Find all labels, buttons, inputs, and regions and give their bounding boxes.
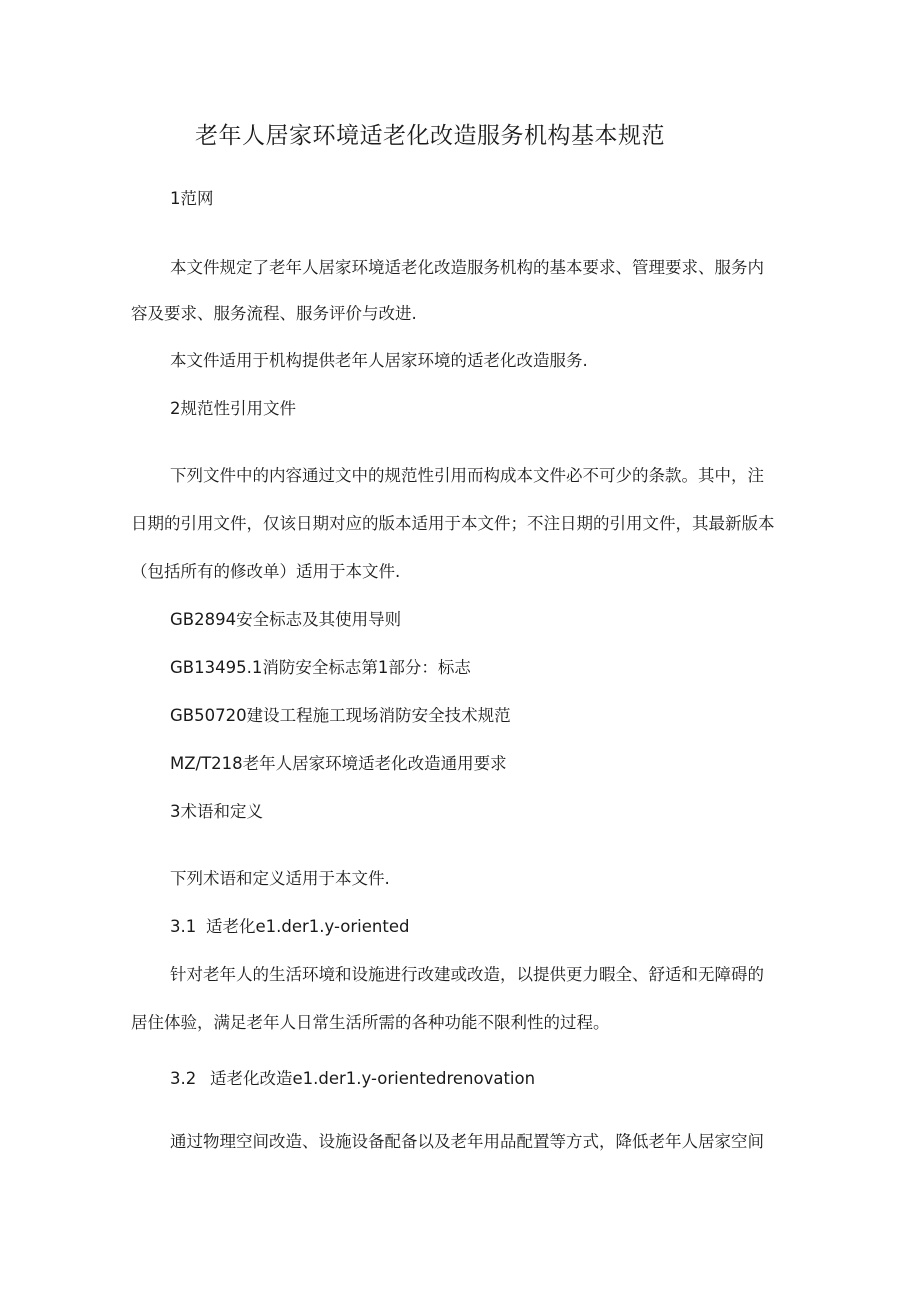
section-3-heading: 3术语和定义 [170, 802, 263, 821]
term-3-2-definition-line-1: 通过物理空间改造、设施设备配备以及老年用品配置等方式，降低老年人居家空间 [170, 1132, 764, 1151]
reference-item: MZ/T218老年人居家环境适老化改造通用要求 [170, 754, 507, 773]
section-1-heading: 1范网 [170, 189, 214, 208]
term-name: 适老化e1.der1.y-oriented [206, 917, 410, 936]
terms-intro-paragraph: 下列术语和定义适用于本文件. [170, 869, 390, 888]
reference-item: GB13495.1消防安全标志第1部分：标志 [170, 658, 471, 677]
term-3-1-heading [170, 914, 409, 940]
section-2-heading: 2规范性引用文件 [170, 399, 296, 418]
term-name: 适老化改造e1.der1.y-orientedrenovation [210, 1069, 536, 1088]
document-title: 老年人居家环境适老化改造服务机构基本规范 [195, 123, 665, 149]
term-3-2-heading [170, 1066, 535, 1092]
reference-item: GB50720建设工程施工现场消防安全技术规范 [170, 706, 511, 725]
term-number: 3.1 [170, 917, 197, 936]
term-3-1-definition-line-1: 针对老年人的生活环境和设施进行改建或改造，以提供更力暇全、舒适和无障碍的 [170, 965, 764, 984]
scope-paragraph-line-1: 本文件规定了老年人居家环境适老化改造服务机构的基本要求、管理要求、服务内 [170, 258, 764, 277]
references-paragraph-line-3: （包括所有的修改单）适用于本文件. [131, 562, 401, 581]
applicability-paragraph: 本文件适用于机构提供老年人居家环境的适老化改造服务. [170, 351, 588, 370]
references-paragraph-line-2: 日期的引用文件，仅该日期对应的版本适用于本文件；不注日期的引用文件，其最新版本 [131, 514, 775, 533]
reference-item: GB2894安全标志及其使用导则 [170, 610, 402, 629]
term-3-1-definition-line-2: 居住体验，满足老年人日常生活所需的各种功能不限利性的过程。 [131, 1013, 610, 1032]
references-paragraph-line-1: 下列文件中的内容通过文中的规范性引用而构成本文件必不可少的条款。其中，注 [170, 466, 764, 485]
term-number: 3.2 [170, 1069, 197, 1088]
scope-paragraph-line-2: 容及要求、服务流程、服务评价与改进. [131, 304, 417, 323]
